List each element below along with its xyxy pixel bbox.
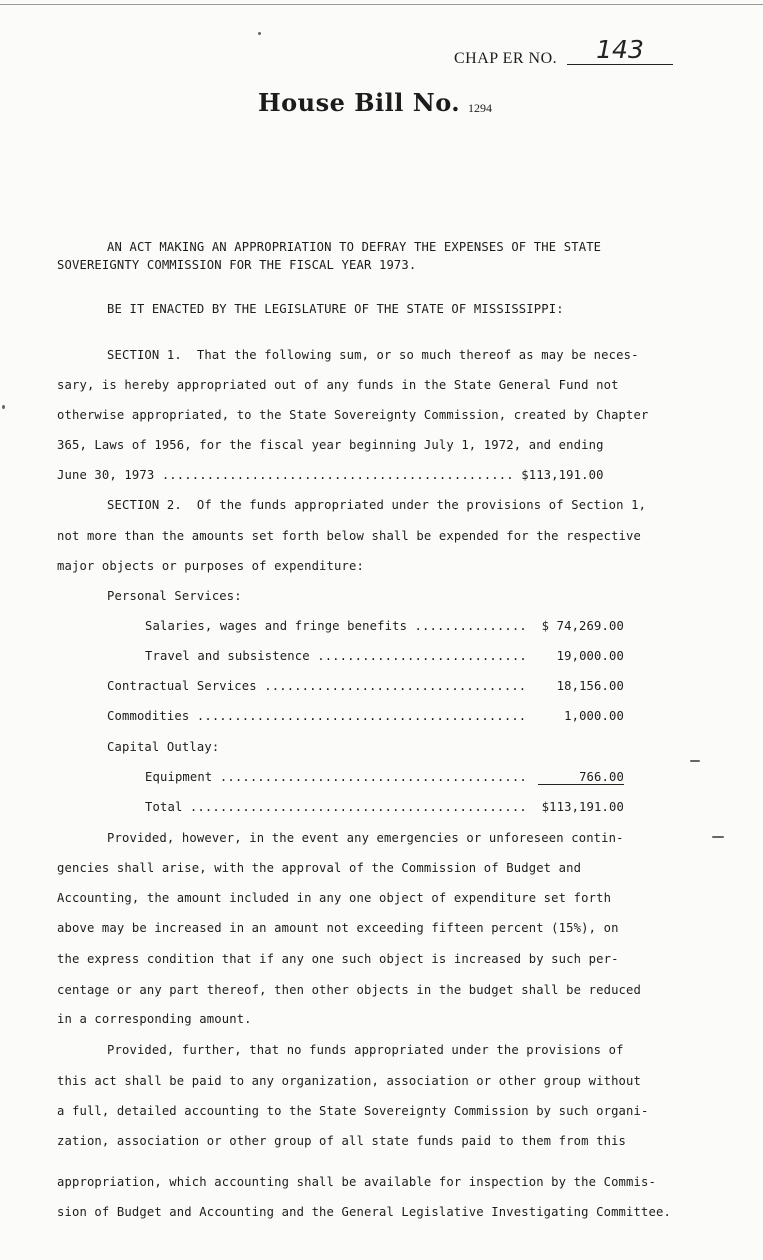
section1-line-total: June 30, 1973 ............................................... $113,191.00 — [57, 468, 604, 482]
section2-line: major objects or purposes of expenditure: — [57, 559, 364, 573]
proviso1-line: in a corresponding amount. — [57, 1012, 252, 1026]
proviso1-line: centage or any part thereof, then other objects in the budget shall be reduced — [57, 983, 642, 997]
title-line-1: AN ACT MAKING AN APPROPRIATION TO DEFRAY THE EXPENSES OF THE STATE — [107, 240, 602, 254]
chapter-label: CHAP ER NO. — [454, 50, 558, 67]
capital-outlay-heading: Capital Outlay: — [107, 740, 220, 754]
proviso2-line: this act shall be paid to any organization, association or other group without — [57, 1074, 642, 1088]
scan-speck — [258, 32, 261, 35]
commodities-amount: 1,000.00 — [564, 709, 624, 723]
proviso1-line: the express condition that if any one such object is increased by such per- — [57, 952, 619, 966]
proviso1-line: above may be increased in an amount not exceeding fifteen percent (15%), on — [57, 921, 619, 935]
chapter-number: 143 — [567, 36, 673, 65]
section2-line: not more than the amounts set forth below shall be expended for the respective — [57, 529, 642, 543]
bill-number: 1294 — [468, 101, 492, 115]
section1-line: 365, Laws of 1956, for the fiscal year beginning July 1, 1972, and ending — [57, 438, 604, 452]
contractual-amount: 18,156.00 — [556, 679, 624, 693]
travel-amount: 19,000.00 — [556, 649, 624, 663]
scan-speck — [712, 836, 724, 838]
salaries-amount: $ 74,269.00 — [541, 619, 624, 633]
proviso1-line: Provided, however, in the event any emergencies or unforeseen contin- — [107, 831, 624, 845]
proviso2-line: appropriation, which accounting shall be available for inspection by the Commis- — [57, 1175, 656, 1189]
total-label: Total ............................................. — [145, 800, 527, 814]
contractual-label: Contractual Services ................................... — [107, 679, 527, 693]
proviso2-line: sion of Budget and Accounting and the General Legislative Investigating Committee. — [57, 1205, 671, 1219]
proviso2-line: Provided, further, that no funds appropriated under the provisions of — [107, 1043, 624, 1057]
enacting-clause: BE IT ENACTED BY THE LEGISLATURE OF THE STATE OF MISSISSIPPI: — [107, 302, 564, 316]
equipment-label: Equipment ......................................... — [145, 770, 527, 784]
section1-line: otherwise appropriated, to the State Sovereignty Commission, created by Chapter — [57, 408, 649, 422]
bill-title: House Bill No. — [258, 88, 461, 117]
section2-line: SECTION 2. Of the funds appropriated under the provisions of Section 1, — [107, 498, 647, 512]
scan-speck — [2, 405, 5, 409]
proviso1-line: gencies shall arise, with the approval of the Commission of Budget and — [57, 861, 582, 875]
commodities-label: Commodities ............................................ — [107, 709, 527, 723]
total-amount: $113,191.00 — [541, 800, 624, 814]
proviso1-line: Accounting, the amount included in any one object of expenditure set forth — [57, 891, 612, 905]
scan-speck — [690, 760, 700, 762]
salaries-label: Salaries, wages and fringe benefits ............... — [145, 619, 527, 633]
section1-line: SECTION 1. That the following sum, or so much thereof as may be neces- — [107, 348, 639, 362]
proviso2-line: zation, association or other group of all state funds paid to them from this — [57, 1134, 627, 1148]
title-line-2: SOVEREIGNTY COMMISSION FOR THE FISCAL YEAR 1973. — [57, 258, 417, 272]
personal-services-heading: Personal Services: — [107, 589, 242, 603]
proviso2-line: a full, detailed accounting to the State Sovereignty Commission by such organi- — [57, 1104, 649, 1118]
page-top-edge — [0, 4, 763, 5]
equipment-amount: 766.00 — [538, 770, 624, 785]
section1-line: sary, is hereby appropriated out of any funds in the State General Fund not — [57, 378, 619, 392]
travel-label: Travel and subsistence ............................ — [145, 649, 527, 663]
